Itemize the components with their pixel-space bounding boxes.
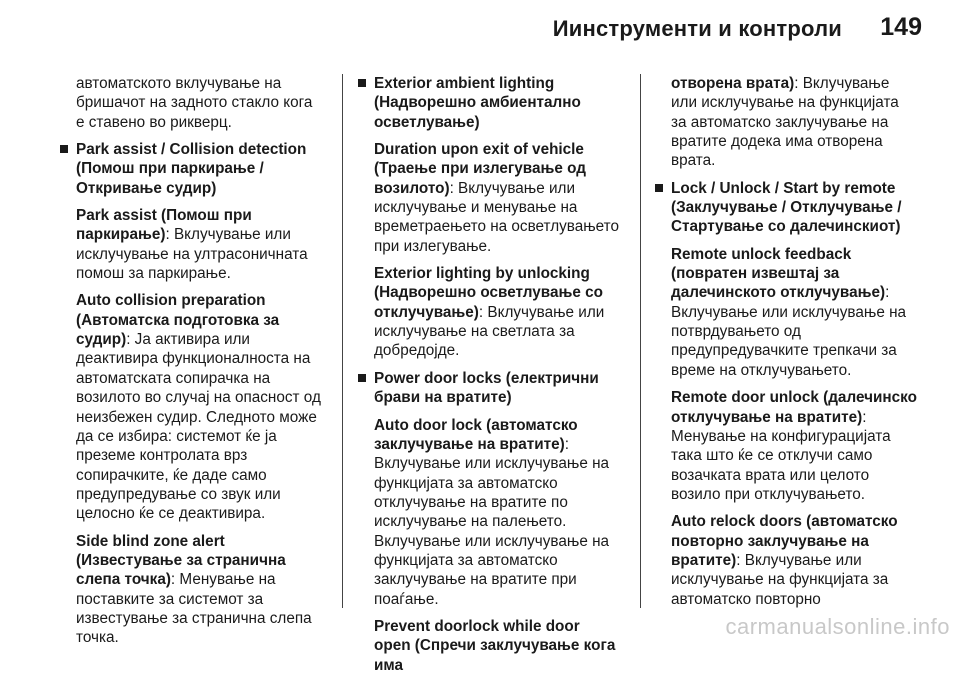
setting-park-assist	[76, 206, 322, 283]
item-heading: Lock / Unlock / Start by remote (Заклучување / Отклучување / Стартување со далечинскиот)	[671, 179, 902, 236]
setting-prevent-lock	[374, 617, 620, 675]
setting-side-blind	[76, 532, 322, 648]
setting-term: Remote door unlock (далечинско отклучување на вратите)	[671, 389, 917, 426]
setting-term: Auto relock doors (автоматско повторно заклучување на вратите)	[671, 513, 898, 569]
setting-auto-lock	[374, 416, 620, 609]
list-item-exterior-lighting	[358, 74, 620, 361]
list-item-remote	[655, 179, 917, 609]
setting-description: : Вклучување или исклучување на функцијата за автоматско отклучување на вратите по исклучување на палењето. Вклучување или исклучување на функцијата за автоматско заклучување на вратите при поаѓање.	[374, 435, 610, 608]
item-heading: Exterior ambient lighting (Надворешно амбиентално осветлување)	[374, 75, 581, 131]
setting-term: отворена врата)	[671, 75, 795, 92]
setting-term: Auto collision preparation (Автоматска подготовка за судир)	[76, 292, 280, 349]
list-item-power-door-locks	[358, 369, 620, 675]
page-header	[0, 0, 960, 62]
setting-description: : Вклучување или исклучување на функцијата за автоматско заклучување на вратите додека има отворена врата.	[671, 75, 899, 170]
setting-auto-collision	[76, 291, 322, 523]
chapter-title: Иинструменти и контроли	[552, 16, 842, 41]
setting-description: : Вклучување или исклучување на светлата за добредојде.	[374, 303, 605, 360]
list-item-park-assist	[60, 140, 322, 648]
setting-term: Prevent doorlock while door open (Спречи заклучување кога има	[374, 617, 616, 674]
setting-prevent-lock-cont	[655, 74, 917, 171]
bullet-icon	[358, 374, 366, 382]
page-number: 149	[880, 13, 922, 41]
intro-paragraph: автоматското вклучување на бришачот на задното стакло кога е ставено во рикверц.	[76, 75, 313, 131]
setting-term: Auto door lock (автоматско заклучување на вратите)	[374, 416, 578, 453]
column-2	[358, 74, 620, 675]
setting-term: Exterior lighting by unlocking (Надворешно осветлување со отклучување)	[374, 265, 603, 321]
watermark: carmanualsonline.info	[725, 614, 950, 639]
column-1	[60, 74, 322, 648]
setting-description: : Вклучување или исклучување на ултрасоничната помош за паркирање.	[76, 226, 308, 283]
item-heading: Power door locks (електрични брави на вратите)	[374, 369, 599, 407]
setting-description: : Менување на конфигурацијата така што ќе се отклучи само возачката врата или целото возило при отклучувањето.	[671, 408, 891, 503]
setting-description: : Вклучување или исклучување и менување на времетраењето на осветлувањето при излегување.	[374, 179, 619, 255]
setting-remote-unlock	[671, 388, 917, 504]
setting-remote-feedback	[671, 245, 917, 380]
bullet-icon	[358, 79, 366, 87]
setting-term: Remote unlock feedback (повратен извештај за далечинското отклучување)	[671, 245, 886, 302]
column-divider	[342, 74, 343, 608]
setting-description: : Менување на поставките за системот за известување за странична слепа точка.	[76, 571, 312, 647]
column-3	[655, 74, 917, 609]
bullet-icon	[60, 145, 68, 153]
bullet-icon	[655, 184, 663, 192]
setting-description: : Вклучување или исклучување на потврдувањето од предупредувачките трепкачи за време на отклучувањето.	[671, 284, 907, 379]
setting-term: Side blind zone alert (Известување за странична слепа точка)	[76, 532, 286, 589]
column-divider	[640, 74, 641, 608]
item-heading: Park assist / Collision detection (Помош при паркирање / Откривање судир)	[76, 141, 307, 197]
setting-auto-relock	[671, 512, 917, 609]
setting-term: Duration upon exit of vehicle (Траење при излегување од возилото)	[374, 141, 586, 197]
setting-duration	[374, 140, 620, 256]
setting-term: Park assist (Помош при паркирање)	[76, 207, 252, 244]
setting-description: : Ја активира или деактивира функционалноста на автоматската сопирачка на возилото во случај на опасност од неизбежен судир. Следното може да се избира: системот ќе ја преземе контролата врз сопирачките, ќе даде само предупредување со звук или целосно ќе се деактивира.	[76, 331, 321, 523]
setting-description: : Вклучување или исклучување на функцијата за автоматско повторно	[671, 551, 889, 608]
setting-unlock-lighting	[374, 264, 620, 361]
